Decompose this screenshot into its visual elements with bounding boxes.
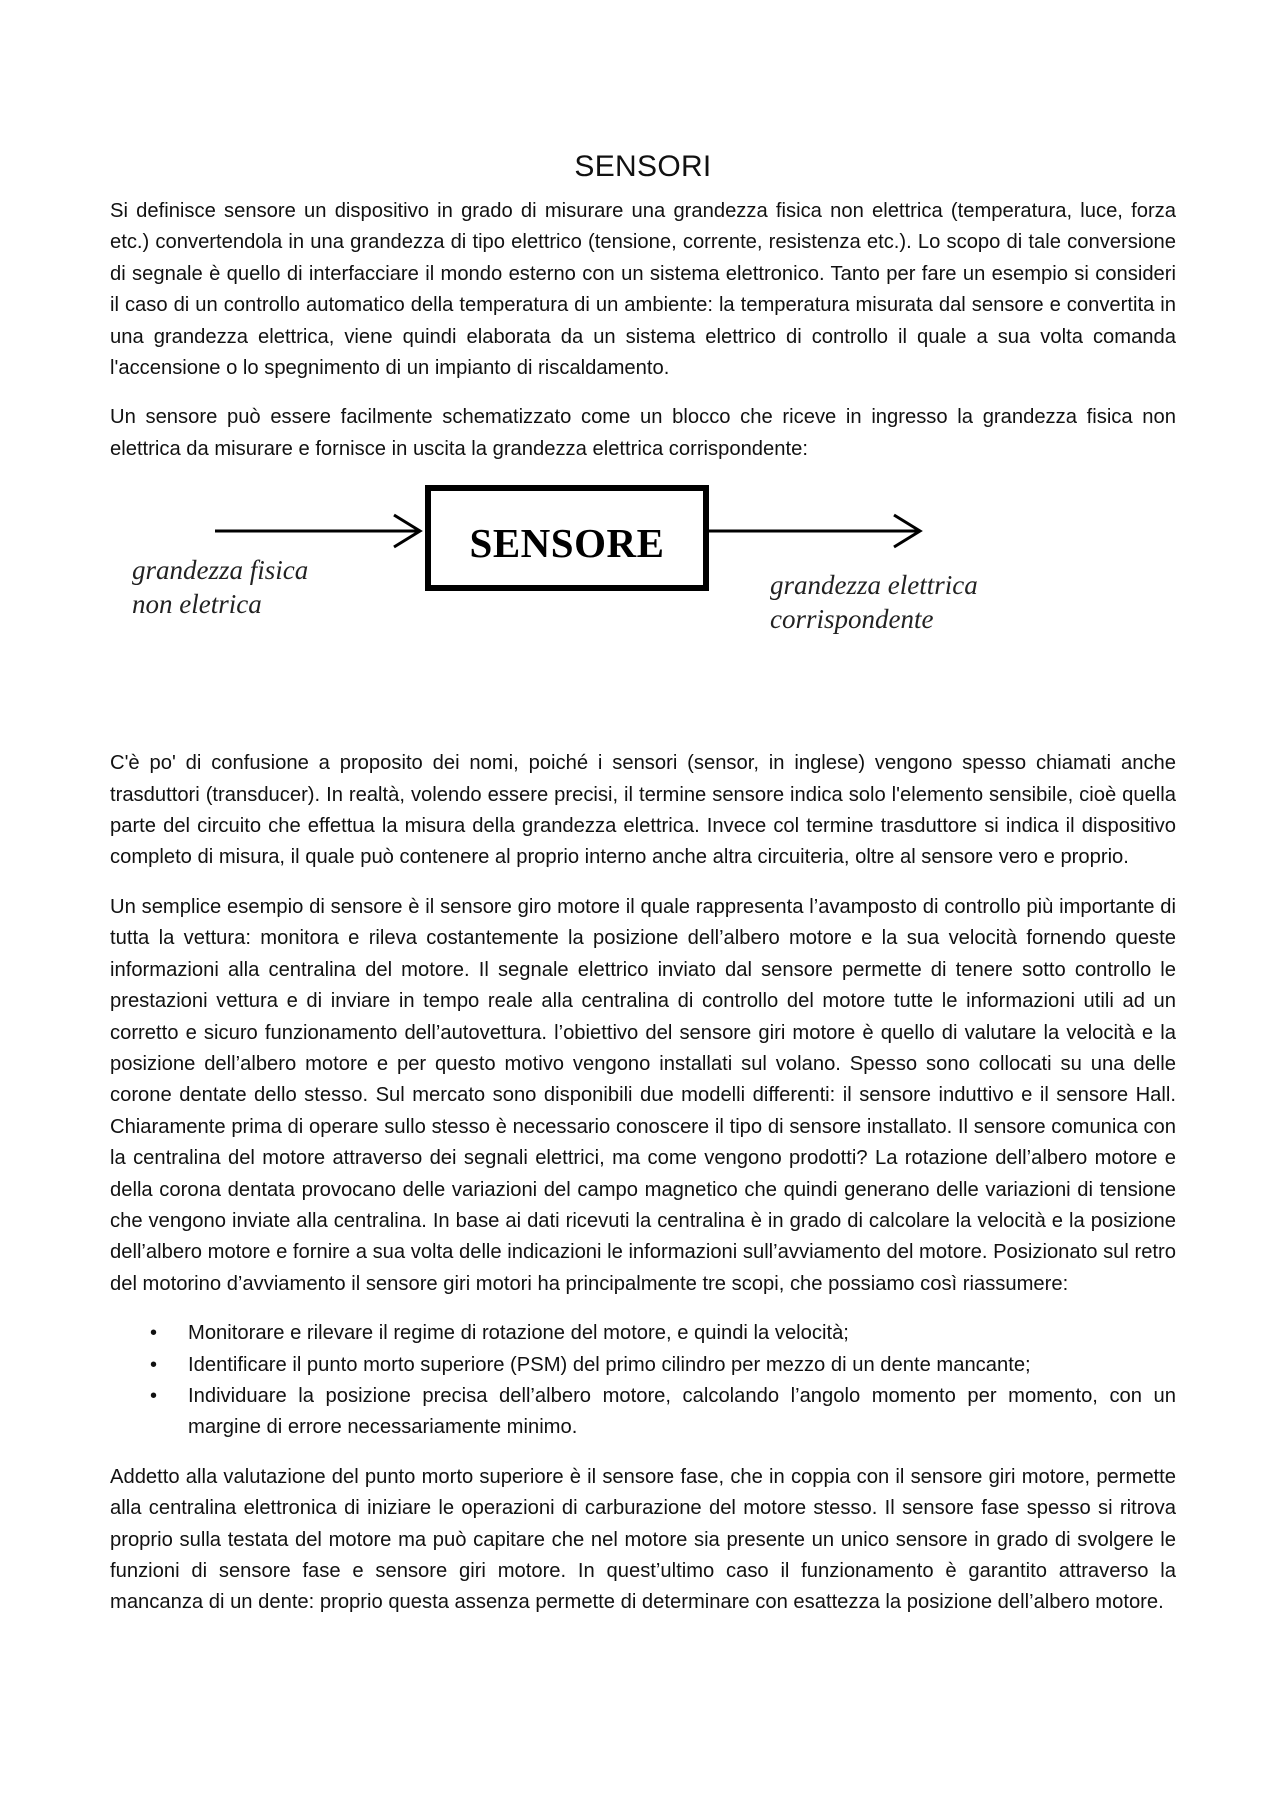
list-item-text: Individuare la posizione precisa dell’albero motore, calcolando l’angolo momento per momento, con un margine di errore necessariamente minimo.: [188, 1384, 1176, 1439]
list-item-text: Monitorare e rilevare il regime di rotazione del motore, e quindi la velocità;: [188, 1322, 849, 1345]
list-item: [110, 1350, 1176, 1381]
output-label-line2: corrispondente: [770, 604, 934, 635]
paragraph-schema-intro: Un sensore può essere facilmente schematizzato come un blocco che riceve in ingresso la grandezza fisica non elettrica da misurare e fornisce in uscita la grandezza elettrica corrispondente:: [110, 406, 1176, 460]
output-label: [770, 568, 978, 636]
paragraph-definition: Si definisce sensore un dispositivo in grado di misurare una grandezza fisica non elettrica (temperatura, luce, forza etc.) convertendola in una grandezza di tipo elettrico (tensione, corrente, resistenza etc.). Lo scopo di tale conversione di segnale è quello di interfacciare il mondo esterno con un sistema elettronico. Tanto per fare un esempio si consideri il caso di un controllo automatico della temperatura di un ambiente: la temperatura misurata dal sensore e convertita in una grandezza elettrica, viene quindi elaborata da un sistema elettrico di controllo il quale a sua volta comanda l'accensione o lo spegnimento di un impianto di riscaldamento.: [110, 200, 1176, 380]
sensor-box-label: SENSORE: [469, 520, 665, 567]
paragraph-terminology: C'è po' di confusione a proposito dei nomi, poiché i sensori (sensor, in inglese) vengono spesso chiamati anche trasduttori (transducer). In realtà, volendo essere precisi, il termine sensore indica solo l'elemento sensibile, cioè quella parte del circuito che effettua la misura della grandezza elettrica. Invece col termine trasduttore si indica il dispositivo completo di misura, il quale può contenere al proprio interno anche altra circuiteria, oltre al sensore vero e proprio.: [110, 752, 1176, 869]
list-item-text: Identificare il punto morto superiore (PSM) del primo cilindro per mezzo di un dente mancante;: [188, 1353, 1031, 1376]
output-label-line1: grandezza elettrica: [770, 570, 978, 601]
input-label: [132, 553, 308, 621]
purpose-list: [110, 1318, 1176, 1444]
input-label-line2: non eletrica: [132, 589, 262, 620]
page-title: SENSORI: [574, 150, 712, 183]
paragraph-engine-sensor: Un semplice esempio di sensore è il sensore giro motore il quale rappresenta l’avamposto di controllo più importante di tutta la vettura: monitora e rileva costantemente la posizione dell’albero motore e la sua velocità fornendo queste informazioni alla centralina del motore. Il segnale elettrico inviato dal sensore permette di tenere sotto controllo le prestazioni vettura e di inviare in tempo reale alla centralina di controllo del motore tutte le informazioni utili ad un corretto e sicuro funzionamento dell’autovettura. l’obiettivo del sensore giri motore è quello di valutare la velocità e la posizione dell’albero motore e per questo motivo vengono installati sul volano. Spesso sono collocati su una delle corone dentate dello stesso. Sul mercato sono disponibili due modelli differenti: il sensore induttivo e il sensore Hall. Chiaramente prima di operare sullo stesso è necessario conoscere il tipo di sensore installato. Il sensore comunica con la centralina del motore attraverso dei segnali elettrici, ma come vengono prodotti? La rotazione dell’albero motore e della corona dentata provocano delle variazioni del campo magnetico che quindi generano delle variazioni di tensione che vengono inviate alla centralina. In base ai dati ricevuti la centralina è in grado di calcolare la velocità e la posizione dell’albero motore e fornire a sua volta delle indicazioni le informazioni sull’avviamento del motore. Posizionato sul retro del motorino d’avviamento il sensore giri motori ha principalmente tre scopi, che possiamo così riassumere:: [110, 895, 1176, 1295]
list-item: [110, 1381, 1176, 1444]
bullet-icon: •: [150, 1353, 158, 1376]
document-page: [110, 150, 1176, 1637]
input-label-line1: grandezza fisica: [132, 555, 309, 586]
paragraph-phase-sensor: Addetto alla valutazione del punto morto superiore è il sensore fase, che in coppia con il sensore giri motore, permette alla centralina elettronica di iniziare le operazioni di carburazione del motore stesso. Il sensore fase spesso si ritrova proprio sulla testata del motore ma può capitare che nel motore sia presente un unico sensore in grado di svolgere le funzioni di sensore fase e sensore giri motore. In quest’ultimo caso il funzionamento è garantito attraverso la mancanza di un dente: proprio questa assenza permette di determinare con esattezza la posizione dell’albero motore.: [110, 1465, 1176, 1614]
sensor-block-diagram: [110, 483, 1176, 728]
bullet-icon: •: [150, 1322, 158, 1345]
bullet-icon: •: [150, 1384, 158, 1407]
list-item: [110, 1318, 1176, 1349]
